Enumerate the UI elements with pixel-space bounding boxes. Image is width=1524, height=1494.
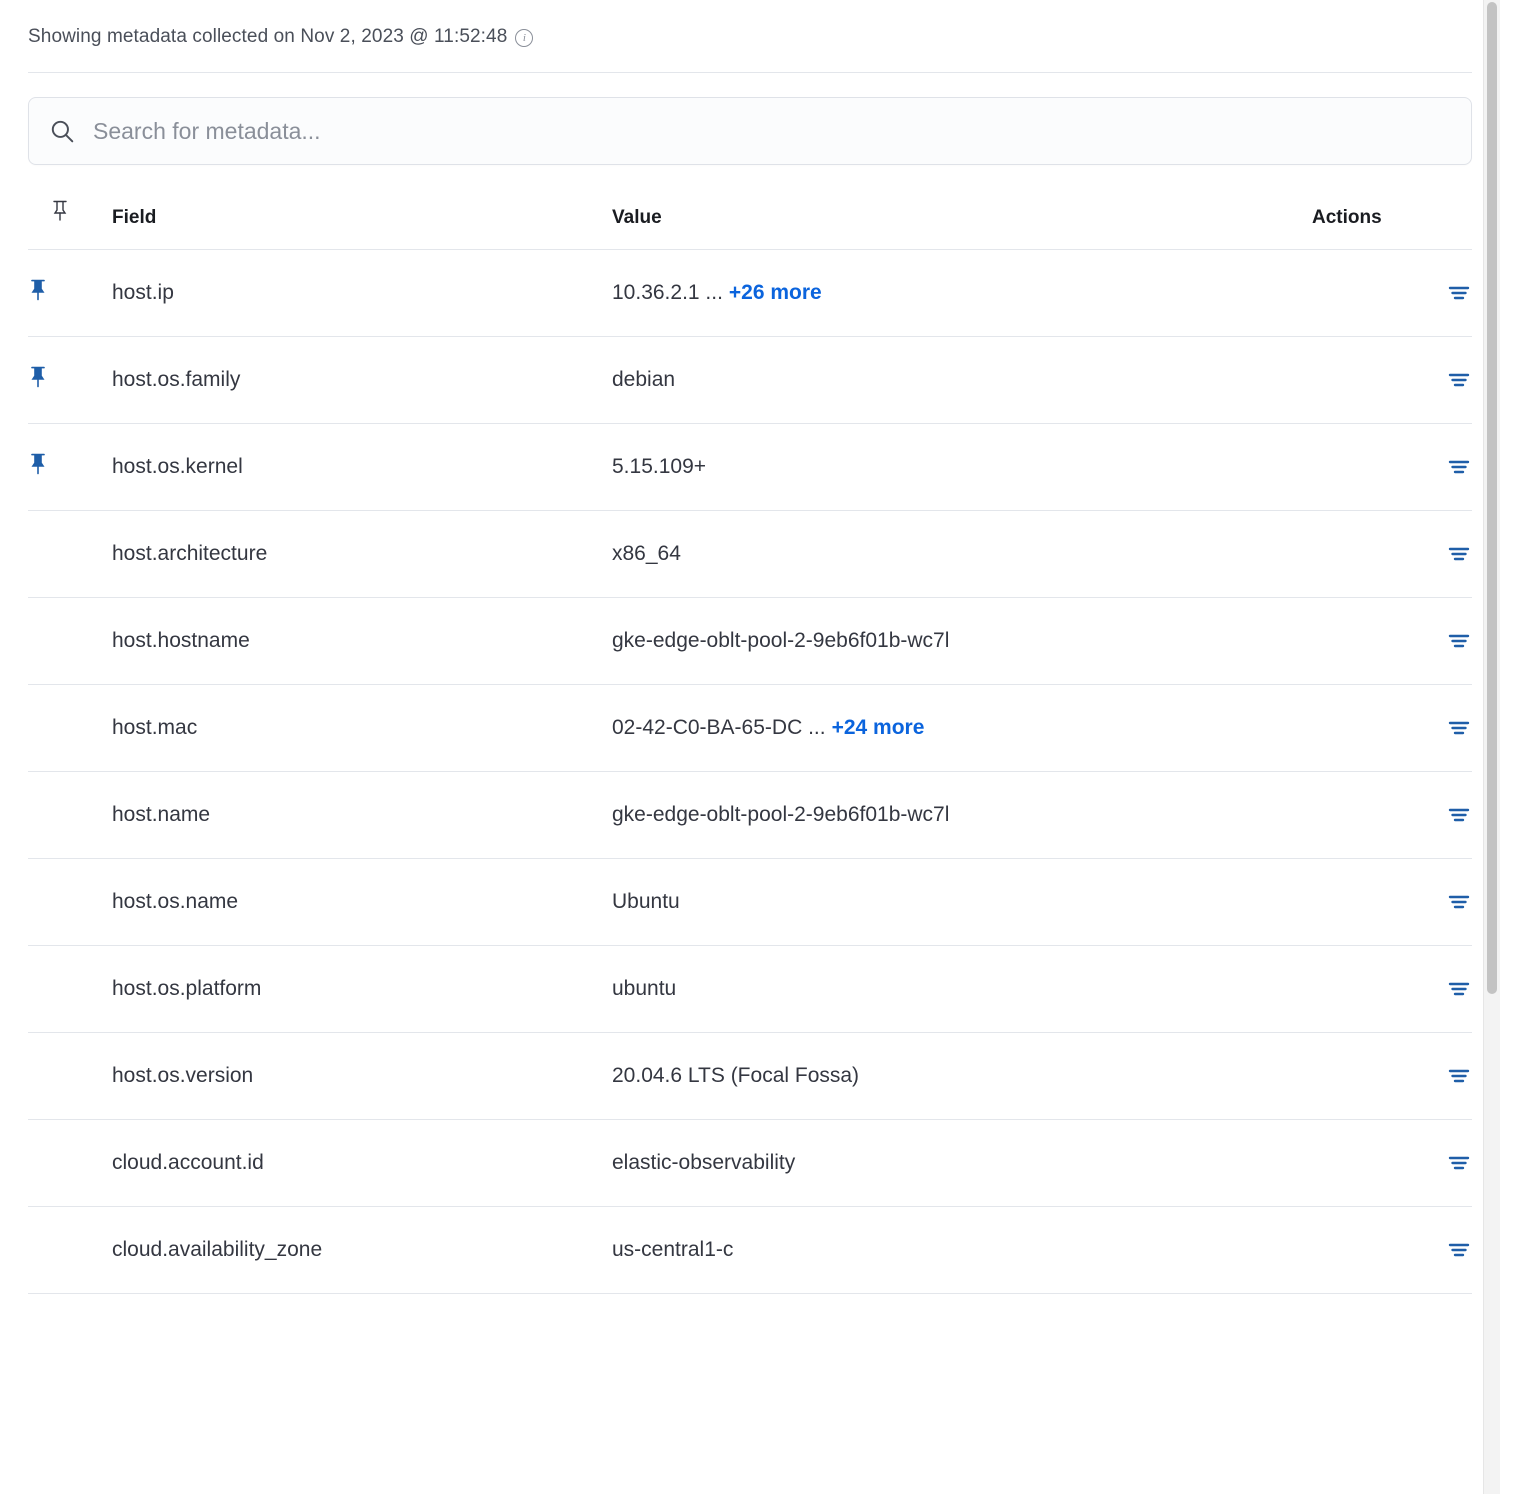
- filter-icon[interactable]: [1446, 976, 1472, 1002]
- actions-cell[interactable]: [1312, 337, 1472, 424]
- actions-cell[interactable]: [1312, 250, 1472, 337]
- actions-cell[interactable]: [1312, 424, 1472, 511]
- column-header-actions: Actions: [1312, 199, 1472, 250]
- actions-cell[interactable]: [1312, 1207, 1472, 1294]
- field-value-text: gke-edge-oblt-pool-2-9eb6f01b-wc7l: [612, 629, 950, 652]
- field-value-cell: [612, 337, 1312, 424]
- field-value-cell: [612, 1033, 1312, 1120]
- table-row: [28, 424, 1472, 511]
- actions-cell[interactable]: [1312, 598, 1472, 685]
- page-scrollbar-thumb[interactable]: [1487, 2, 1497, 994]
- filter-icon[interactable]: [1446, 367, 1472, 393]
- field-name-cell: host.hostname: [112, 598, 612, 685]
- pin-cell[interactable]: [28, 250, 112, 337]
- field-value-text: 10.36.2.1 ...: [612, 281, 723, 304]
- field-value-text: ubuntu: [612, 977, 677, 1000]
- more-values-link[interactable]: +26 more: [728, 281, 822, 304]
- field-value-text: debian: [612, 368, 676, 391]
- pin-cell[interactable]: [28, 511, 112, 598]
- field-value-cell: [612, 1120, 1312, 1207]
- field-name-cell: cloud.availability_zone: [112, 1207, 612, 1294]
- actions-cell[interactable]: [1312, 685, 1472, 772]
- filter-icon[interactable]: [1446, 628, 1472, 654]
- pin-cell[interactable]: [28, 424, 112, 511]
- filter-icon[interactable]: [1446, 889, 1472, 915]
- pin-icon[interactable]: [28, 452, 48, 476]
- field-value-cell: [612, 685, 1312, 772]
- field-value-cell: [612, 859, 1312, 946]
- column-header-pin: [28, 199, 112, 250]
- pin-cell[interactable]: [28, 598, 112, 685]
- field-value-text: Ubuntu: [612, 890, 680, 913]
- field-name-cell: host.os.version: [112, 1033, 612, 1120]
- field-name-cell: host.os.family: [112, 337, 612, 424]
- pin-cell[interactable]: [28, 685, 112, 772]
- table-row: [28, 1207, 1472, 1294]
- filter-icon[interactable]: [1446, 1063, 1472, 1089]
- actions-cell[interactable]: [1312, 1120, 1472, 1207]
- pin-cell[interactable]: [28, 946, 112, 1033]
- metadata-timestamp-line: [0, 0, 1500, 48]
- search-icon: [49, 118, 75, 144]
- table-row: [28, 511, 1472, 598]
- field-name-cell: host.mac: [112, 685, 612, 772]
- field-value-cell: [612, 946, 1312, 1033]
- filter-icon[interactable]: [1446, 1237, 1472, 1263]
- actions-cell[interactable]: [1312, 859, 1472, 946]
- field-value-text: us-central1-c: [612, 1238, 734, 1261]
- table-row: [28, 946, 1472, 1033]
- info-icon[interactable]: i: [515, 29, 533, 47]
- actions-cell[interactable]: [1312, 946, 1472, 1033]
- more-values-link[interactable]: +24 more: [831, 716, 925, 739]
- table-row: [28, 1120, 1472, 1207]
- pin-icon[interactable]: [28, 278, 48, 302]
- table-row: [28, 859, 1472, 946]
- table-row: [28, 598, 1472, 685]
- table-header-row: [28, 199, 1472, 250]
- search-input[interactable]: [93, 118, 1451, 145]
- field-value-text: 5.15.109+: [612, 455, 707, 478]
- actions-cell[interactable]: [1312, 511, 1472, 598]
- filter-icon[interactable]: [1446, 802, 1472, 828]
- pin-icon[interactable]: [28, 365, 48, 389]
- page-scrollbar[interactable]: [1483, 0, 1500, 1494]
- metadata-timestamp-text: Showing metadata collected on Nov 2, 2023 @ 11:52:48: [28, 26, 508, 47]
- field-value-cell: [612, 772, 1312, 859]
- field-value-cell: [612, 1207, 1312, 1294]
- table-row: [28, 337, 1472, 424]
- pin-column-icon: [50, 199, 70, 223]
- field-value-text: 20.04.6 LTS (Focal Fossa): [612, 1064, 860, 1087]
- field-name-cell: host.architecture: [112, 511, 612, 598]
- filter-icon[interactable]: [1446, 280, 1472, 306]
- filter-icon[interactable]: [1446, 541, 1472, 567]
- field-name-cell: host.name: [112, 772, 612, 859]
- field-value-cell: [612, 598, 1312, 685]
- field-value-text: elastic-observability: [612, 1151, 796, 1174]
- field-name-cell: host.os.name: [112, 859, 612, 946]
- field-value-text: 02-42-C0-BA-65-DC ...: [612, 716, 826, 739]
- actions-cell[interactable]: [1312, 1033, 1472, 1120]
- field-value-text: x86_64: [612, 542, 681, 565]
- table-row: [28, 685, 1472, 772]
- field-value-text: gke-edge-oblt-pool-2-9eb6f01b-wc7l: [612, 803, 950, 826]
- field-name-cell: host.os.kernel: [112, 424, 612, 511]
- table-row: [28, 772, 1472, 859]
- pin-cell[interactable]: [28, 1207, 112, 1294]
- filter-icon[interactable]: [1446, 1150, 1472, 1176]
- field-value-cell: [612, 424, 1312, 511]
- metadata-search-box[interactable]: [28, 97, 1472, 165]
- pin-cell[interactable]: [28, 1033, 112, 1120]
- header-divider: [28, 72, 1472, 73]
- pin-cell[interactable]: [28, 859, 112, 946]
- field-name-cell: host.os.platform: [112, 946, 612, 1033]
- field-value-cell: [612, 250, 1312, 337]
- column-header-field: Field: [112, 199, 612, 250]
- filter-icon[interactable]: [1446, 715, 1472, 741]
- table-row: [28, 1033, 1472, 1120]
- pin-cell[interactable]: [28, 337, 112, 424]
- metadata-table: [28, 199, 1472, 1294]
- table-row: [28, 250, 1472, 337]
- actions-cell[interactable]: [1312, 772, 1472, 859]
- field-name-cell: cloud.account.id: [112, 1120, 612, 1207]
- filter-icon[interactable]: [1446, 454, 1472, 480]
- pin-cell[interactable]: [28, 772, 112, 859]
- table-body: [28, 250, 1472, 1294]
- field-name-cell: host.ip: [112, 250, 612, 337]
- field-value-cell: [612, 511, 1312, 598]
- pin-cell[interactable]: [28, 1120, 112, 1207]
- column-header-value: Value: [612, 199, 1312, 250]
